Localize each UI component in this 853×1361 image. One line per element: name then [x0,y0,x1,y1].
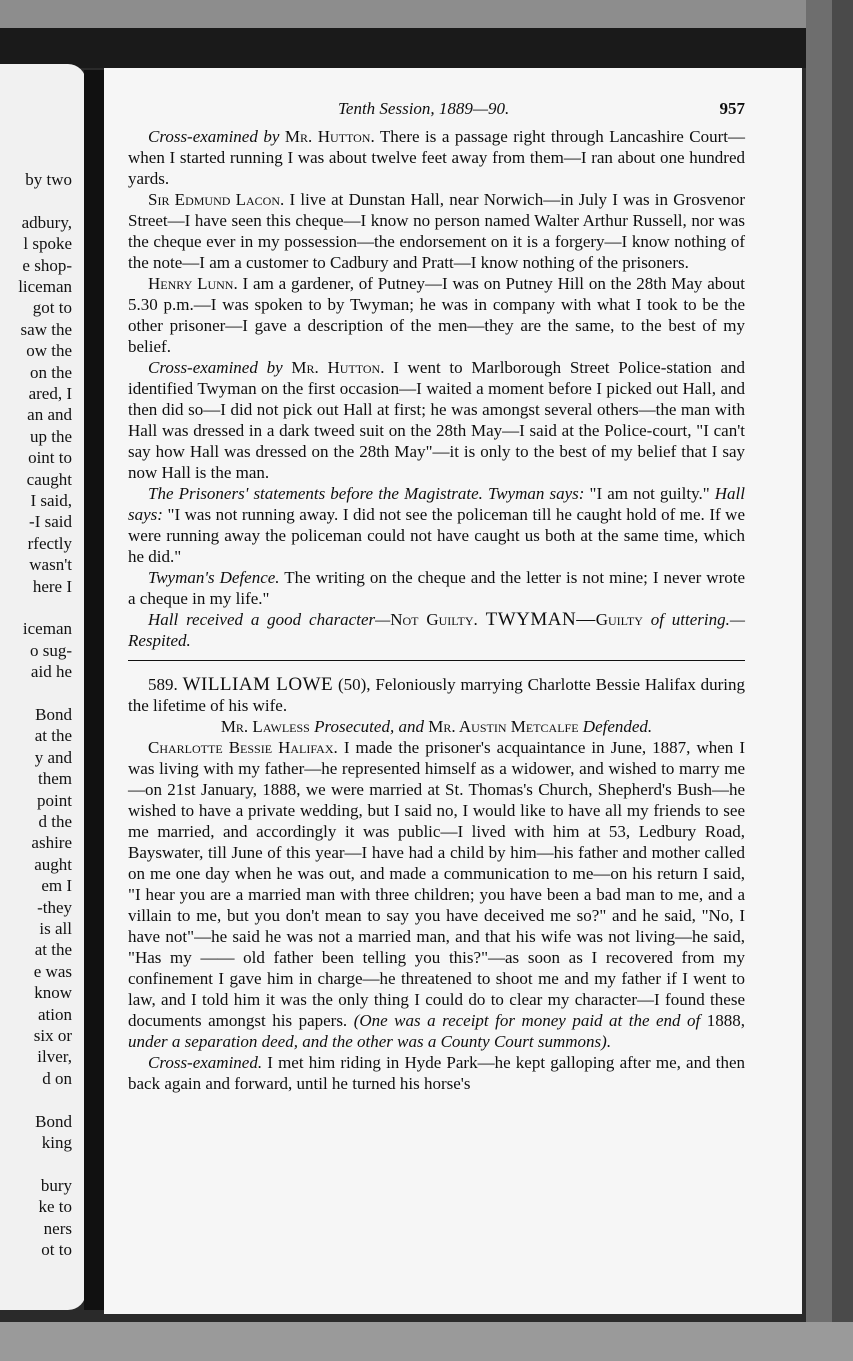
prosecuting-counsel: Mr. Lawless [220,717,310,736]
twyman-defence [128,567,745,609]
case-number: 589. [148,675,178,694]
margin-fragment: d the [38,812,72,831]
witness-name: Charlotte Bessie Halifax. [148,738,338,757]
margin-fragment: ared, I [28,384,72,403]
counsel-line [128,716,745,737]
testimony-text: I am a gardener, of Putney—I was on Putney Hill on the 28th May about 5.30 p.m.—I was spoken to by Twyman; he was in company with what I took to be the other prisoner—I gave a description of the men—they are the same, to the best of my belief. [128,274,745,356]
cross-label: Cross-examined by [148,358,283,377]
scan-top-shadow [0,28,853,68]
margin-fragment: Bond [35,1111,72,1131]
margin-fragment: y and [34,747,72,767]
section-rule [128,660,745,661]
margin-fragment: by two [25,170,72,189]
margin-fragment: ation [38,1004,72,1024]
statement-hall: "I was not running away. I did not see the policeman till he caught hold of me. If we were running away the policeman could not have caught us both at the same time, which he did." [128,505,745,566]
verdict-guilty: Guilty [595,610,643,629]
book-gutter [84,70,106,1310]
margin-fragment: d on [42,1068,72,1088]
margin-fragment: up the [29,426,72,446]
defendant-age: (50), [337,675,371,694]
cross-label: Cross-examined. [148,1053,263,1072]
cross-exam-hutton-1 [128,126,745,189]
margin-fragment: at the [34,726,72,746]
defending-role: Defended. [582,717,653,736]
defence-label: Twyman's Defence. [148,568,280,587]
running-header [128,98,745,126]
verdict [128,609,745,651]
margin-fragment: bury [40,1175,72,1195]
testimony-text: There is a passage right through Lancashire Court—when I started running I was about twelve feet away from them—I ran about one hundred yards. [128,127,745,188]
running-title: Tenth Session, 1889—90. [338,99,510,118]
margin-fragment: them [38,769,72,789]
prosecuting-role: Prosecuted, and [314,717,424,736]
margin-fragment: e was [33,961,72,981]
testimony-text: I went to Marlborough Street Police-station and identified Twyman on the first occasion—I waited a moment before I picked out Hall, and then did so—I did not pick out Hall at first; he was amongst several others—the man with Hall was dressed in a dark tweed suit on the 28th May—I said at the Police-court, "I can't say how Hall was dressed on the 28th May"—it is only to the best of my belief that I say now Hall is the man. [128,358,746,482]
facing-page-fragment [0,64,86,1310]
verdict-not-guilty: Not Guilty. [390,610,478,629]
cross-label: Cross-examined by [148,127,280,146]
margin-fragment: rfectly [27,533,72,553]
prisoner-name: TWYMAN— [485,609,596,630]
page-number: 957 [719,99,745,118]
margin-fragment: on the [29,362,72,382]
statement-hall-label: Hall says: [128,484,746,524]
scan-right-shadow [832,0,853,1361]
margin-fragment: saw the [20,319,72,339]
margin-fragment: at the [34,940,72,960]
margin-fragment: is all [39,919,72,938]
margin-fragment: liceman [18,277,72,296]
document-note-b: under a separation deed, and the other was a County Court summons). [128,1032,612,1051]
witness-halifax [128,737,745,1052]
margin-fragment: o sug- [29,640,72,660]
book-page [104,68,802,1314]
cross-exam-hutton-2 [128,357,745,483]
page-content [128,98,745,1094]
witness-lacon [128,189,745,273]
cross-exam-halifax [128,1052,745,1094]
margin-fragment: I said, [30,491,72,510]
margin-fragment: oint to [28,448,72,468]
margin-fragment: iceman [22,619,72,639]
case-heading [128,674,745,716]
margin-fragment: ners [43,1218,72,1238]
margin-fragment: wasn't [29,555,72,575]
margin-fragment: ke to [38,1197,72,1217]
charge-text: Feloniously marrying Charlotte Bessie Halifax during the lifetime of his wife. [128,675,746,715]
margin-fragment: Bond [35,705,72,724]
testimony-text: I met him riding in Hyde Park—he kept galloping after me, and then back again and forward, until he turned his horse's [128,1053,745,1093]
margin-fragment: ot to [41,1240,72,1259]
margin-fragment: aught [34,854,72,874]
margin-fragment: -I said [29,512,72,532]
counsel-name: Mr. Hutton. [291,358,385,377]
testimony-text: I made the prisoner's acquaintance in June, 1887, when I was living with my father—he represented himself as a widower, and wished to marry me—on 21st January, 1888, we were married at St. Thomas's Church, Shepherd's Bush—he wished to have a private wedding, but I said no, I would like to have all my friends to see me married, and accordingly it was public—I lived with him at 53, Ledbury Road, Bayswater, till June of this year—I have had a child by him—his father and mother called on me one day when he was out, and made a communication to me—on his return I said, "I hear you are a married man with three children; you have been a bad man to me, and a villain to me, but you don't mean to say you have deceived me so?" and he said, "No, I have not"—he said he was not a married man, and that his wife was not living—he said, "Has my —— old father been telling you this?"—as soon as I recovered from my confinement I gave him in charge—he threatened to shoot me and my father if I went to law, and I told him it was the only thing I could do to clear my character—I found these documents amongst his papers. [128,738,746,1030]
witness-name: Henry Lunn. [148,274,238,293]
margin-fragment: l spoke [23,234,72,254]
margin-fragment: -they [37,897,72,917]
defending-counsel: Mr. Austin Metcalfe [428,717,579,736]
statement-twyman: "I am not guilty." [589,484,710,503]
margin-fragment: got to [32,298,72,318]
document-note-a: (One was a receipt for money paid at the end of [353,1011,701,1030]
prisoners-statements [128,483,745,567]
verdict-tail: of uttering.—Respited. [128,610,745,650]
margin-fragment: six or [33,1026,72,1045]
margin-fragment: aid he [30,662,72,682]
margin-fragment: here I [32,576,72,596]
margin-fragment: ashire [31,833,72,853]
testimony-text: I live at Dunstan Hall, near Norwich—in July I was in Grosvenor Street—I have seen this cheque—I know no person named Walter Arthur Russell, nor was the cheque ever in my possession—the endorsement on it is a forgery—I know nothing of the note—I am a customer to Cadbury and Pratt—I know nothing of the prisoners. [128,190,746,272]
margin-fragment: ow the [26,341,72,361]
margin-fragment: em I [41,876,72,896]
scan-bottom-border [0,1322,853,1361]
witness-name: Sir Edmund Lacon. [148,190,285,209]
statements-label: The Prisoners' statements before the Magistrate. Twyman says: [148,484,585,503]
counsel-name: Mr. Hutton. [284,127,375,146]
margin-fragment: adbury, [21,212,72,232]
margin-fragment: ilver, [37,1047,72,1067]
defence-text: The writing on the cheque and the letter is not mine; I never wrote a cheque in my life." [128,568,746,608]
margin-fragment: king [41,1133,72,1152]
margin-fragment: point [37,790,72,810]
margin-fragment: an and [27,405,72,425]
document-note-year: 1888, [706,1011,746,1030]
witness-lunn [128,273,745,357]
margin-fragment: know [34,983,72,1003]
character-label: Hall received a good character— [148,610,391,629]
margin-fragment: e shop- [22,255,72,275]
defendant-name: WILLIAM LOWE [182,674,334,695]
margin-fragment: caught [26,469,72,489]
